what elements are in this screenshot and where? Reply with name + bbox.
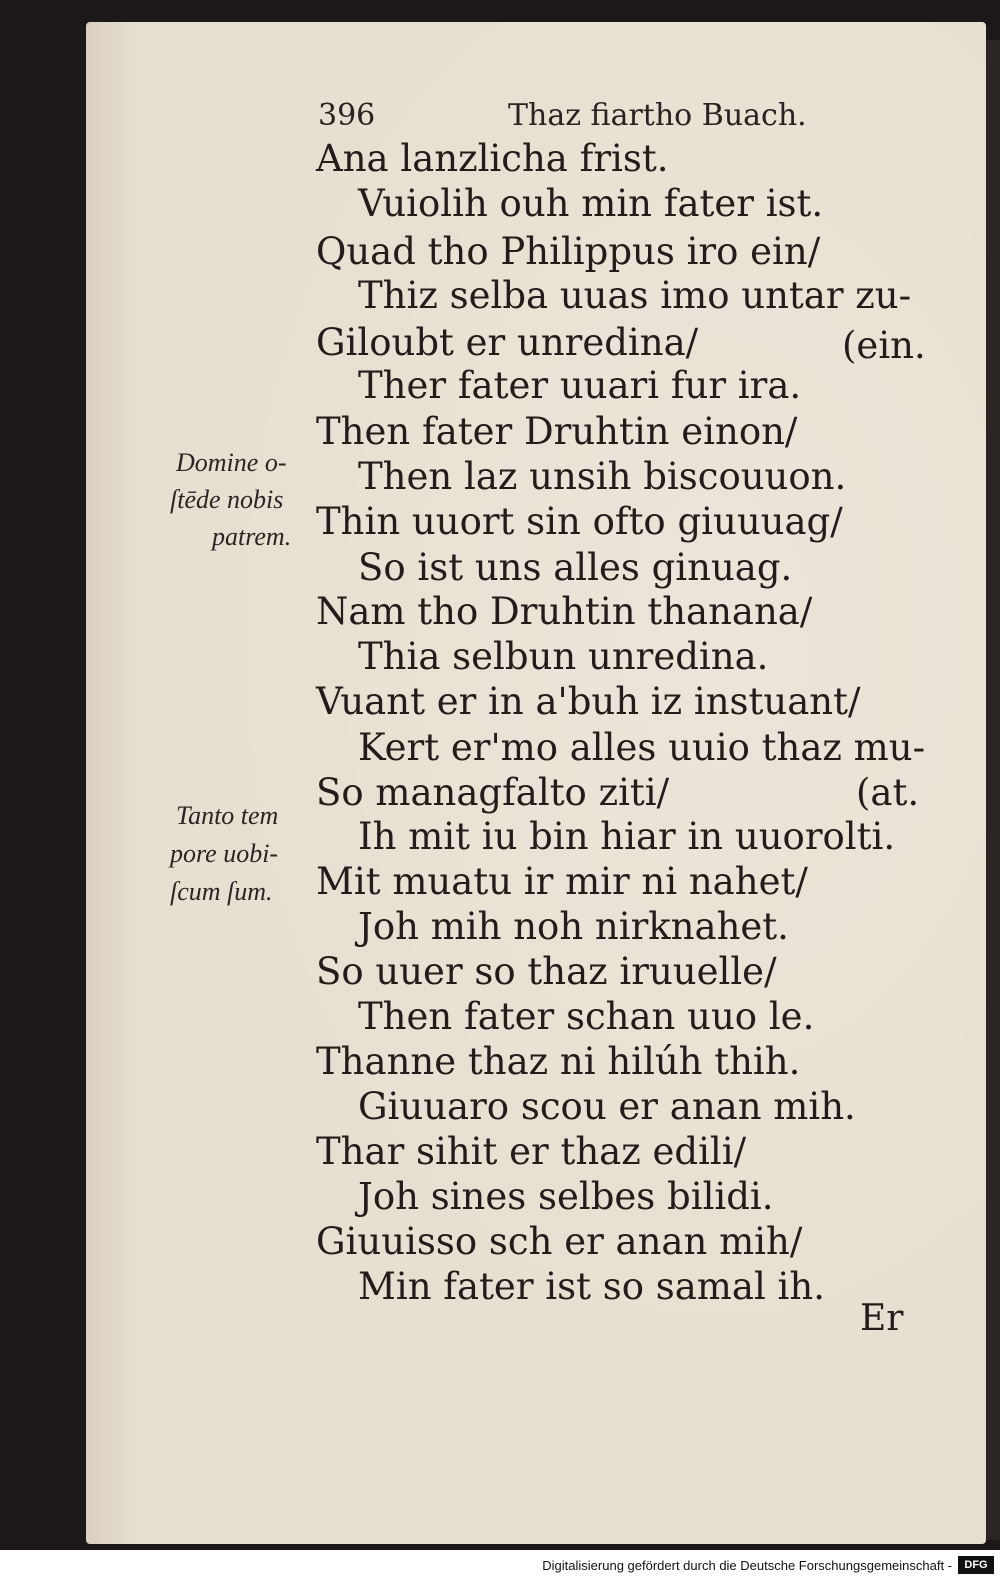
verse-line-overflow: (at. bbox=[856, 771, 920, 814]
verse-line: Thia selbun unredina. bbox=[358, 635, 769, 678]
footer-bar bbox=[0, 1550, 1000, 1582]
verse-line: Kert er'mo alles uuio thaz mu- bbox=[358, 726, 926, 769]
verse-line: Giuuaro scou er anan mih. bbox=[358, 1085, 856, 1128]
running-title: Thaz fiartho Buach. bbox=[508, 98, 807, 133]
verse-line: Min fater ist so samal ih. bbox=[358, 1265, 825, 1308]
verse-line: Vuiolih ouh min fater ist. bbox=[358, 182, 824, 225]
verse-line: Thar sihit er thaz edili/ bbox=[316, 1130, 747, 1173]
dfg-logo: DFG bbox=[958, 1556, 994, 1574]
verse-line: Giuuisso sch er anan mih/ bbox=[316, 1220, 803, 1263]
verse-line: Joh mih noh nirknahet. bbox=[358, 905, 789, 948]
verse-line: So ist uns alles ginuag. bbox=[358, 546, 793, 589]
margin-note: ſtēde nobis bbox=[170, 485, 284, 514]
margin-note: Tanto tem bbox=[176, 801, 279, 830]
verse-line: Then fater schan uuo le. bbox=[358, 995, 815, 1038]
verse-line: Joh sines selbes bilidi. bbox=[358, 1175, 774, 1218]
verse-line: Ih mit iu bin hiar in uuorolti. bbox=[358, 815, 896, 858]
page-edge bbox=[986, 40, 1000, 1540]
verse-line-overflow: (ein. bbox=[842, 324, 926, 367]
verse-line: Quad tho Philippus iro ein/ bbox=[316, 230, 821, 273]
verse-line: Ana lanzlicha frist. bbox=[316, 137, 669, 180]
page-number: 396 bbox=[318, 98, 376, 133]
verse-line: Thanne thaz ni hilúh thih. bbox=[316, 1040, 801, 1083]
verse-line: Nam tho Druhtin thanana/ bbox=[316, 590, 813, 633]
verse-line: So managfalto ziti/ bbox=[316, 771, 670, 814]
margin-note: patrem. bbox=[212, 522, 292, 551]
verse-line: So uuer so thaz iruuelle/ bbox=[316, 950, 777, 993]
catchword: Er bbox=[860, 1298, 904, 1339]
verse-line: Thin uuort sin ofto giuuuag/ bbox=[316, 500, 843, 543]
margin-note: pore uobi- bbox=[170, 839, 279, 868]
verse-line: Then fater Druhtin einon/ bbox=[316, 410, 798, 453]
margin-note: Domine o- bbox=[176, 448, 287, 477]
verse-line: Vuant er in a'buh iz instuant/ bbox=[316, 680, 861, 723]
verse-line: Mit muatu ir mir ni nahet/ bbox=[316, 860, 808, 903]
verse-line: Ther fater uuari fur ira. bbox=[358, 364, 802, 407]
funding-notice: Digitalisierung gefördert durch die Deutsche Forschungsgemeinschaft - bbox=[542, 1558, 952, 1573]
verse-line: Giloubt er unredina/ bbox=[316, 321, 699, 364]
verse-line: Then laz unsih biscouuon. bbox=[358, 455, 847, 498]
margin-note: ſcum ſum. bbox=[170, 877, 273, 906]
verse-line: Thiz selba uuas imo untar zu- bbox=[358, 274, 912, 317]
